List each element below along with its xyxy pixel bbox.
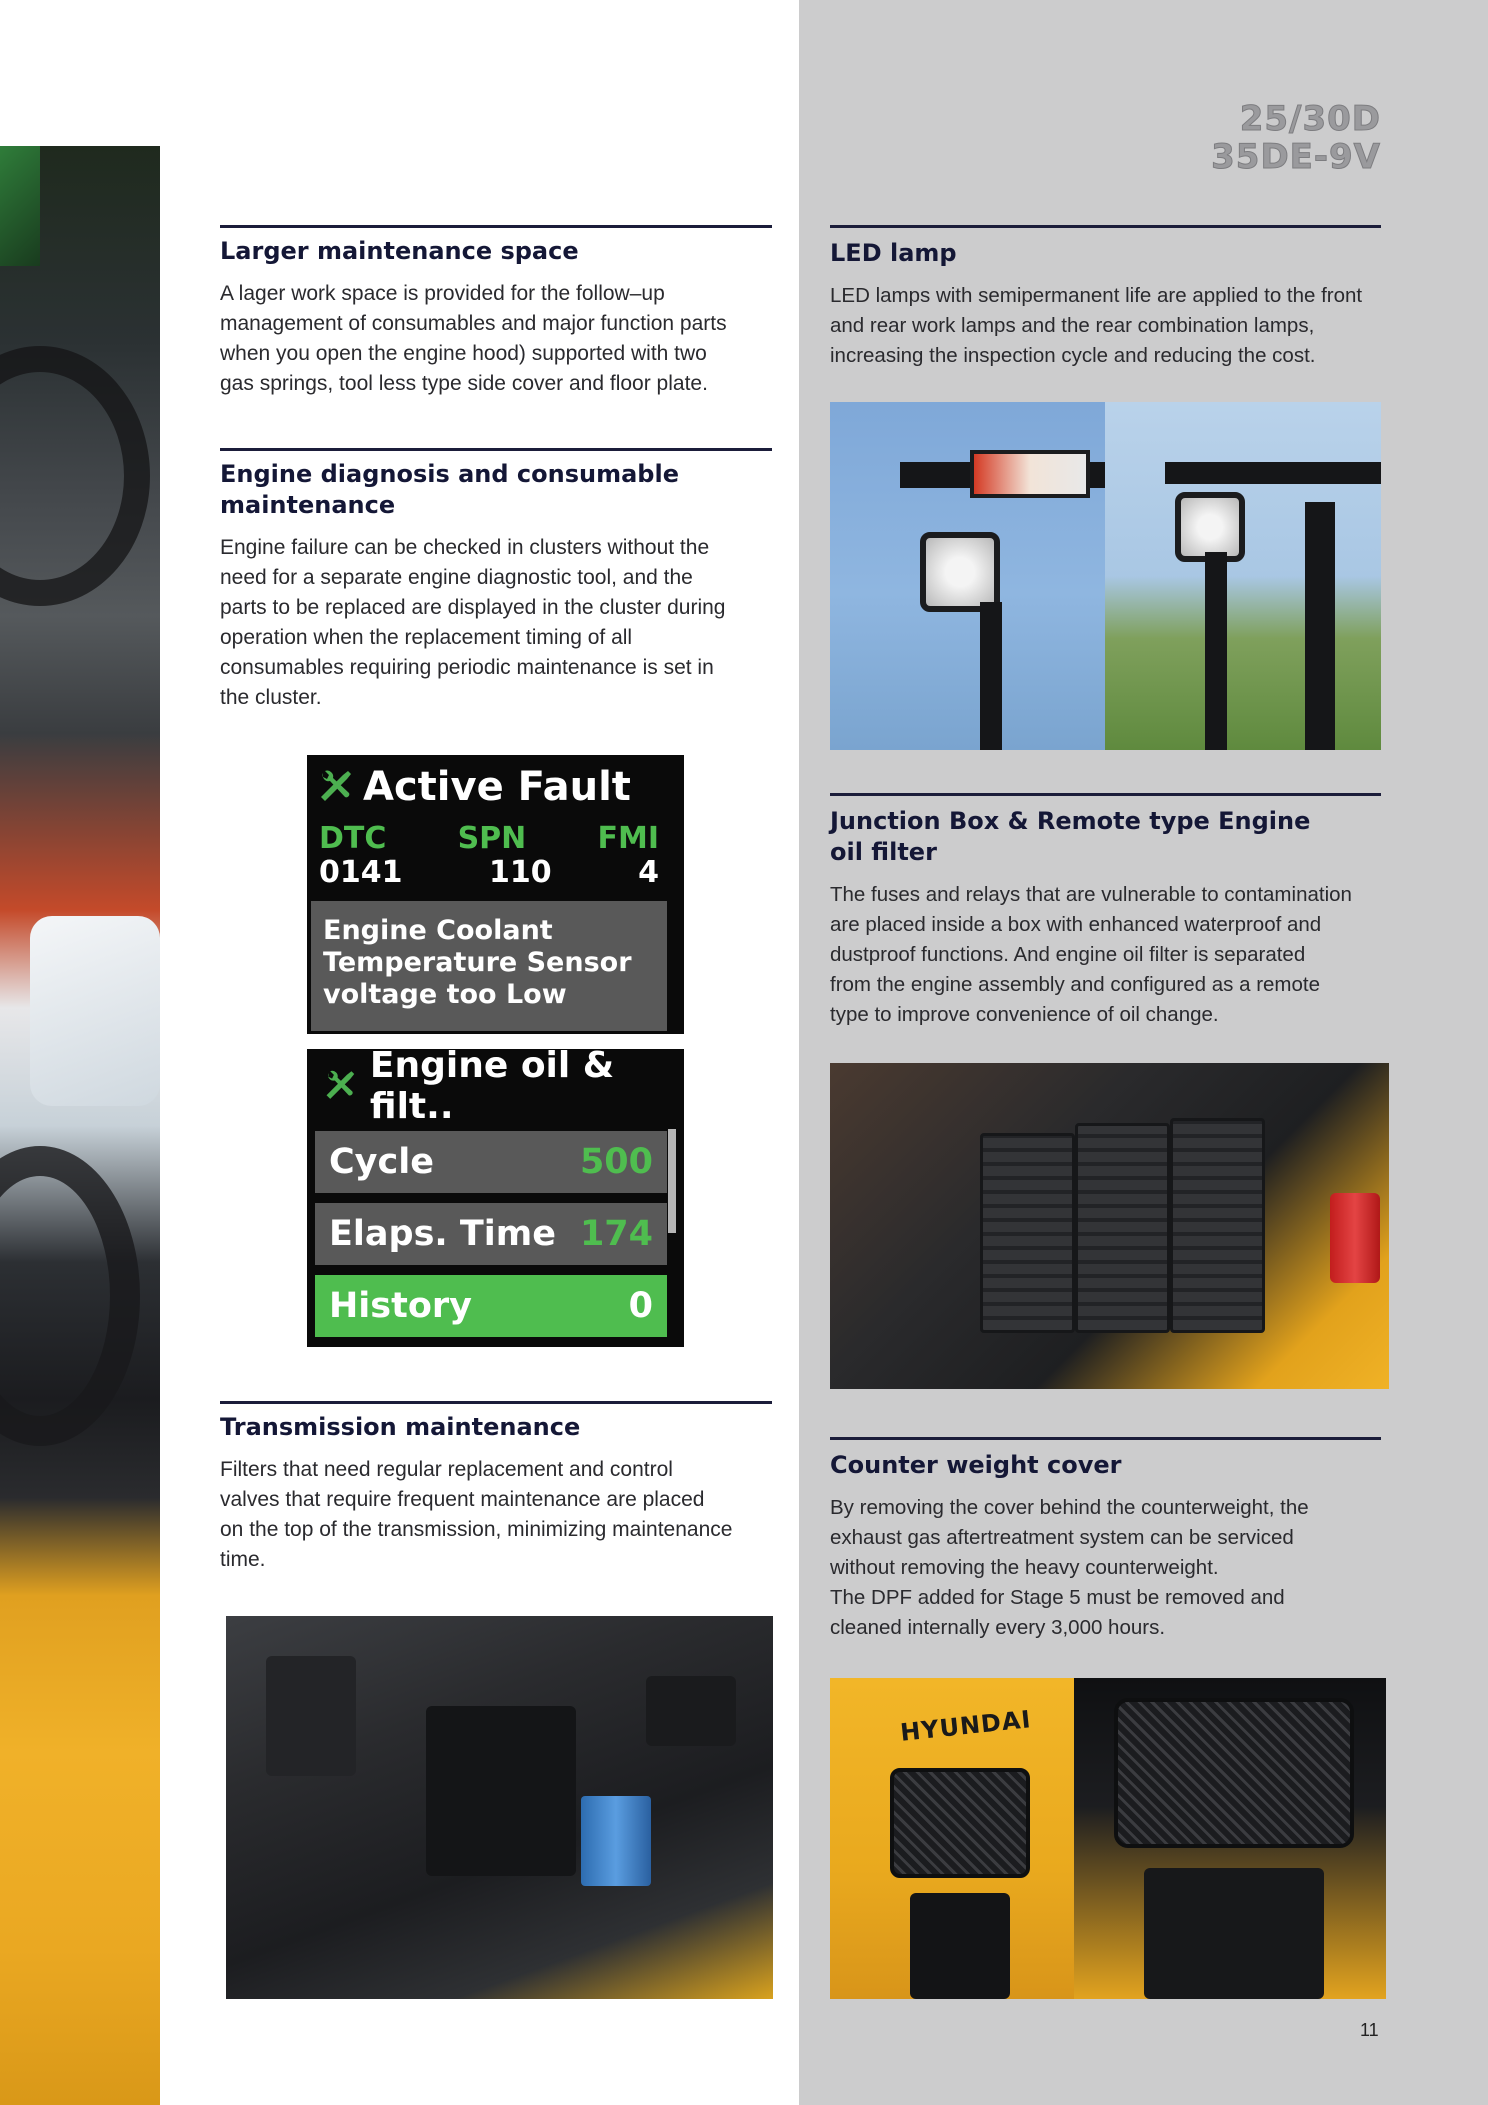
body-line: consumables requiring periodic maintenance is set in [220, 656, 714, 679]
fmi-header: FMI [597, 821, 659, 856]
spn-header: SPN [457, 821, 527, 856]
body-line: A lager work space is provided for the follow–up [220, 282, 665, 305]
body-line: and rear work lamps and the rear combination lamps, [830, 314, 1315, 337]
display-header [315, 763, 631, 811]
section-body [220, 533, 772, 713]
spn-value: 110 [489, 855, 552, 890]
page-number: 11 [1360, 2020, 1379, 2040]
oil-row-history [315, 1275, 667, 1337]
fuse-box-shape [980, 1133, 1075, 1333]
body-line: time. [220, 1548, 266, 1571]
section-title: LED lamp [830, 239, 957, 267]
work-lamp-shape [920, 532, 1000, 612]
hyundai-badge: HYUNDAI [898, 1705, 1033, 1747]
counterweight-open-photo [1074, 1678, 1386, 1999]
fmi-value: 4 [638, 855, 659, 890]
wrench-screwdriver-icon [315, 767, 355, 807]
row-label: History [329, 1286, 472, 1326]
model-code-line2: 35DE-9V [1211, 137, 1381, 177]
engine-oil-display [307, 1045, 684, 1347]
row-value: 500 [579, 1142, 653, 1182]
row-label: Elaps. Time [329, 1214, 556, 1254]
section-transmission-maintenance [220, 1401, 776, 1575]
title-line: Engine diagnosis and consumable [220, 460, 679, 488]
model-code-line1: 25/30D [1239, 99, 1381, 139]
filter-shape [581, 1796, 651, 1886]
display-scrollbar [668, 1129, 676, 1233]
row-label: Cycle [329, 1142, 434, 1182]
body-line: exhaust gas aftertreatment system can be serviced [830, 1526, 1294, 1549]
grille-shape [1114, 1698, 1354, 1848]
combination-lamp-shape [970, 450, 1090, 498]
title-line: oil filter [830, 838, 937, 866]
frame-bar-shape [1165, 462, 1381, 484]
section-rule [220, 225, 772, 228]
body-line: when you open the engine hood) supported with two [220, 342, 707, 365]
transmission-photo [226, 1616, 773, 1999]
oil-row-cycle [315, 1131, 667, 1193]
section-rule [220, 1401, 772, 1404]
fault-message-line: voltage too Low [323, 979, 567, 1010]
hose-shape [0, 346, 150, 606]
section-rule [830, 225, 1381, 228]
section-engine-diagnosis [220, 448, 772, 713]
body-line: type to improve convenience of oil change. [830, 1003, 1219, 1026]
dtc-header: DTC [319, 821, 387, 856]
section-body [830, 281, 1381, 371]
counterweight-rear-photo [830, 1678, 1074, 1999]
body-line: on the top of the transmission, minimizing maintenance [220, 1518, 733, 1541]
section-body [220, 1455, 776, 1575]
oil-filter-shape [1330, 1193, 1380, 1283]
body-line: management of consumables and major function parts [220, 312, 727, 335]
oil-row-elapsed-time [315, 1203, 667, 1265]
section-led-lamp [830, 225, 1381, 371]
fault-message-line: Temperature Sensor [323, 947, 632, 978]
body-line: without removing the heavy counterweight. [830, 1556, 1219, 1579]
row-value: 0 [628, 1286, 653, 1326]
forklift-engine-photo-strip [0, 146, 160, 2105]
wrench-screwdriver-icon [321, 1066, 358, 1106]
section-title [830, 806, 1381, 868]
body-line: cleaned internally every 3,000 hours. [830, 1616, 1166, 1639]
section-body [220, 279, 772, 399]
body-line: from the engine assembly and configured as a remote [830, 973, 1320, 996]
section-title [220, 459, 772, 521]
section-body [830, 1493, 1381, 1643]
body-line: gas springs, tool less type side cover and floor plate. [220, 372, 708, 395]
fuse-box-shape [1170, 1118, 1265, 1333]
title-line: Junction Box & Remote type Engine [830, 807, 1311, 835]
body-line: The fuses and relays that are vulnerable to contamination [830, 883, 1352, 906]
mast-shape [980, 602, 1002, 750]
model-code [1211, 100, 1381, 176]
row-value: 174 [579, 1214, 653, 1254]
section-title: Larger maintenance space [220, 237, 579, 265]
section-counter-weight-cover [830, 1437, 1381, 1643]
mast-shape [1205, 552, 1227, 750]
dtc-value: 0141 [319, 855, 403, 890]
junction-box-photo [830, 1063, 1389, 1389]
coolant-tank-shape [30, 916, 160, 1106]
component-shape [266, 1656, 356, 1776]
body-line: By removing the cover behind the counterweight, the [830, 1496, 1309, 1519]
grille-shape [890, 1768, 1030, 1878]
section-rule [220, 448, 772, 451]
body-line: are placed inside a box with enhanced waterproof and [830, 913, 1322, 936]
intake-hose-shape [0, 1146, 140, 1446]
mast-shape [1305, 502, 1335, 750]
body-line: increasing the inspection cycle and reducing the cost. [830, 344, 1316, 367]
front-lamp-photo [1105, 402, 1381, 750]
body-line: LED lamps with semipermanent life are applied to the front [830, 284, 1363, 307]
component-shape [646, 1676, 736, 1746]
body-line: need for a separate engine diagnostic tool, and the [220, 566, 693, 589]
section-junction-box [830, 793, 1381, 1030]
body-line: operation when the replacement timing of all [220, 626, 633, 649]
rear-lamp-photo [830, 402, 1105, 750]
display-title: Active Fault [363, 764, 631, 810]
valve-block-shape [426, 1706, 576, 1876]
body-line: The DPF added for Stage 5 must be removed and [830, 1586, 1285, 1609]
fault-code-headers [319, 821, 659, 856]
decal-shape [0, 146, 40, 266]
counterweight-cover-shape [1144, 1868, 1324, 1999]
fault-message [311, 901, 667, 1031]
title-line: maintenance [220, 491, 396, 519]
fault-code-values [319, 855, 659, 890]
body-line: parts to be replaced are displayed in the cluster during [220, 596, 726, 619]
counterweight-opening-shape [910, 1893, 1010, 1999]
fault-message-line: Engine Coolant [323, 915, 553, 946]
display-header [321, 1045, 684, 1127]
section-body [830, 880, 1381, 1030]
section-title: Counter weight cover [830, 1451, 1122, 1479]
active-fault-display [307, 755, 684, 1034]
section-title: Transmission maintenance [220, 1413, 581, 1441]
body-line: the cluster. [220, 686, 322, 709]
display-title: Engine oil & filt.. [369, 1045, 615, 1127]
body-line: valves that require frequent maintenance are placed [220, 1488, 705, 1511]
body-line: dustproof functions. And engine oil filter is separated [830, 943, 1306, 966]
section-larger-maintenance-space [220, 225, 772, 399]
fuse-box-shape [1075, 1123, 1170, 1333]
section-rule [830, 1437, 1381, 1440]
body-line: Engine failure can be checked in clusters without the [220, 536, 710, 559]
section-rule [830, 793, 1381, 796]
body-line: Filters that need regular replacement and control [220, 1458, 673, 1481]
